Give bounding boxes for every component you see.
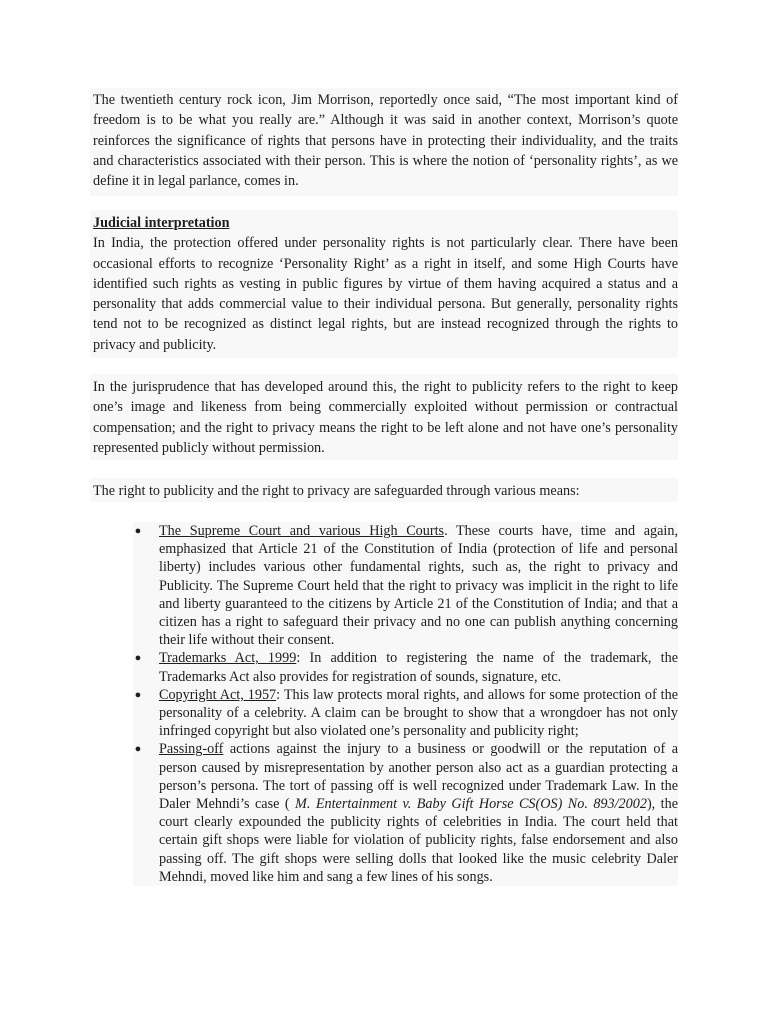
list-item (133, 649, 678, 685)
list-item (133, 686, 678, 741)
means-list (133, 522, 678, 886)
jurisprudence-paragraph-block (90, 374, 678, 460)
list-item-title: Copyright Act, 1957 (159, 686, 277, 703)
bullet-icon: ● (134, 525, 142, 537)
judicial-paragraph: In India, the protection offered under personality rights is not particularly clear. There have been occasional efforts to recognize ‘Personality Right’ as a right in itself, and some High Courts have identified such rights as vesting in public figures by virtue of them having acquired a status and a personality that adds commercial value to their individual persona. But generally, personality rights tend not to be recognized as distinct legal rights, but are instead recognized through the rights to privacy and publicity. (93, 235, 678, 353)
means-intro-paragraph: The right to publicity and the right to privacy are safeguarded through various means: (93, 483, 580, 499)
bullet-icon: ● (134, 688, 142, 701)
list-item-text: actions against the injury to a business or goodwill or the reputation of a person caused by misrepresentation by another person also act as a guardian protecting a person’s persona. The tort of passing off is well recognized under Trademark Law. In the Daler Mehndi’s case ( (159, 741, 678, 813)
list-item-text-after: ), the court clearly expounded the publicity rights of celebrities in India. The court held that certain gift shops were liable for violation of publicity rights, false endorsement and also passing off. The gift shops were selling dolls that looked like the music celebrity Daler Mehndi, moved like him and sang a few lines of his songs. (159, 796, 678, 885)
list-item (133, 740, 678, 886)
means-intro-block (90, 478, 678, 502)
list-item-text: . These courts have, time and again, emphasized that Article 21 of the Constitution of India (protection of life and personal liberty) includes various other fundamental rights, such as, the right to privacy and Publicity. The Supreme Court held that the right to privacy was implicit in the right to life and liberty guaranteed to the citizens by Article 21 of the Constitution of India; and that a citizen has a right to safeguard their privacy and no one can publish anything concerning their life without their consent. (159, 523, 678, 649)
list-item-title: The Supreme Court and various High Courts (159, 523, 445, 539)
intro-paragraph-block (90, 88, 678, 196)
bullet-icon: ● (134, 652, 142, 665)
jurisprudence-paragraph: In the jurisprudence that has developed around this, the right to publicity refers to the right to keep one’s image and likeness from being commercially exploited without permission or contractual compensation; and the right to privacy means the right to be left alone and not have one’s personality represented publicly without permission. (93, 379, 678, 456)
list-item-text: : This law protects moral rights, and allows for some protection of the personality of a celebrity. A claim can be brought to show that a wrongdoer has not only infringed copyright but also violated one’s personality and publicity right; (159, 686, 678, 740)
judicial-interpretation-section (90, 210, 678, 358)
list-item-text: : In addition to registering the name of the trademark, the Trademarks Act also provides for registration of sounds, signature, etc. (159, 650, 679, 685)
section-heading: Judicial interpretation (93, 215, 230, 231)
bullet-icon: ● (134, 743, 142, 756)
list-item-title: Trademarks Act, 1999 (159, 650, 297, 667)
intro-paragraph: The twentieth century rock icon, Jim Morrison, reportedly once said, “The most important kind of freedom is to be what you really are.” Although it was said in another context, Morrison’s quote reinforces the significance of rights that persons have in protecting their individuality, and the traits and characteristics associated with their person. This is where the notion of ‘personality rights’, as we define it in legal parlance, comes in. (93, 92, 678, 190)
case-citation: M. Entertainment v. Baby Gift Horse CS(OS) No. 893/2002 (289, 796, 647, 813)
list-item-title: Passing-off (159, 741, 224, 758)
list-item (133, 522, 678, 649)
